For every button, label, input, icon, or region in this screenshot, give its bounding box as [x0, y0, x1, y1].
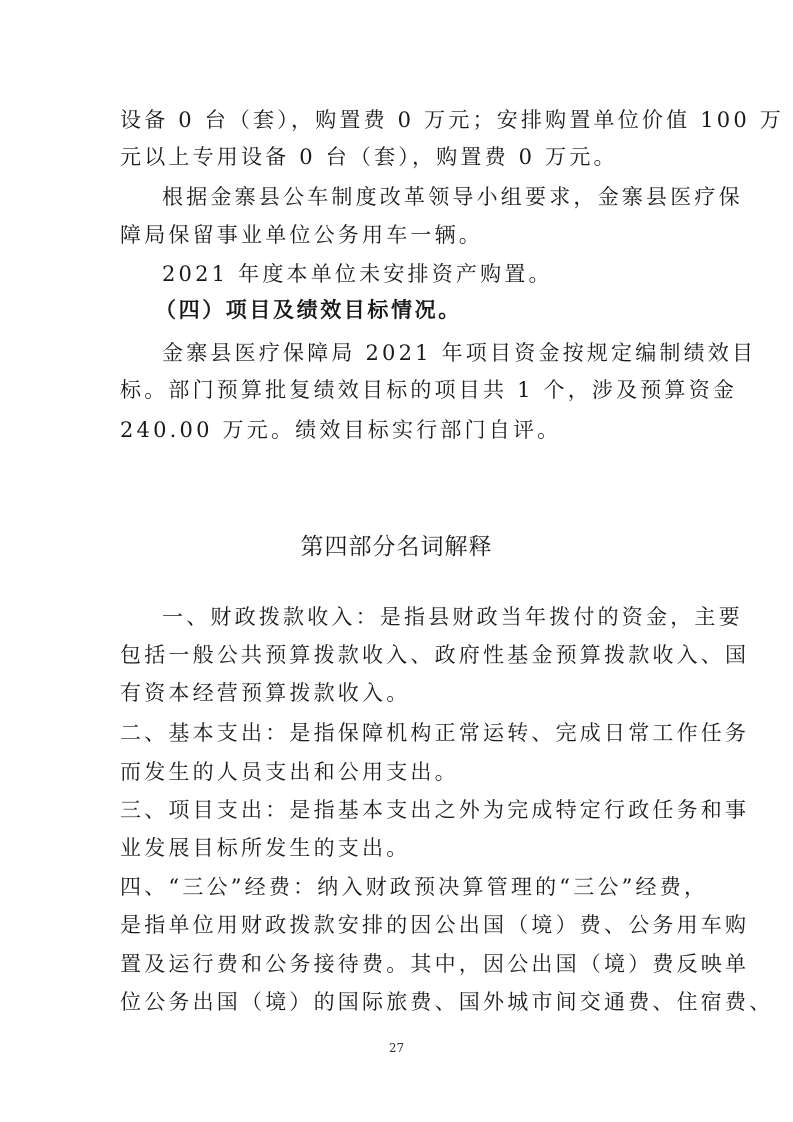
paragraph-line: 有资本经营预算拨款收入。: [120, 681, 411, 705]
paragraph-line: 障局保留事业单位公务用车一辆。: [120, 223, 483, 247]
paragraph-line: 金寨县医疗保障局 2021 年项目资金按规定编制绩效目: [162, 341, 757, 365]
paragraph-line: 四、“三公”经费：纳入财政预决算管理的“三公”经费，: [120, 875, 709, 899]
paragraph-line: 标。部门预算批复绩效目标的项目共 1 个，涉及预算资金: [120, 378, 738, 402]
part-title: 第四部分名词解释: [300, 534, 493, 560]
paragraph-line: 设备 0 台（套），购置费 0 万元；安排购置单位价值 100 万: [120, 108, 784, 132]
subsection-heading: （四）项目及绩效目标情况。: [155, 297, 462, 322]
paragraph-line: 2021 年度本单位未安排资产购置。: [162, 262, 553, 286]
paragraph-line: 而发生的人员支出和公用支出。: [120, 760, 459, 784]
paragraph-line: 业发展目标所发生的支出。: [120, 836, 411, 860]
paragraph-line: 位公务出国（境）的国际旅费、国外城市间交通费、住宿费、: [120, 990, 774, 1014]
paragraph-line: 元以上专用设备 0 台（套），购置费 0 万元。: [120, 145, 618, 169]
paragraph-line: 是指单位用财政拨款安排的因公出国（境）费、公务用车购: [120, 913, 750, 937]
paragraph-line: 二、基本支出：是指保障机构正常运转、完成日常工作任务: [120, 721, 750, 745]
paragraph-line: 根据金寨县公车制度改革领导小组要求，金寨县医疗保: [162, 185, 743, 209]
paragraph-line: 一、财政拨款收入：是指县财政当年拨付的资金，主要: [162, 605, 743, 629]
paragraph-line: 包括一般公共预算拨款收入、政府性基金预算拨款收入、国: [120, 643, 750, 667]
page-number: 27: [388, 1041, 405, 1055]
paragraph-line: 置及运行费和公务接待费。其中，因公出国（境）费反映单: [120, 952, 750, 976]
paragraph-line: 三、项目支出：是指基本支出之外为完成特定行政任务和事: [120, 798, 750, 822]
paragraph-line: 240.00 万元。绩效目标实行部门自评。: [120, 418, 562, 442]
